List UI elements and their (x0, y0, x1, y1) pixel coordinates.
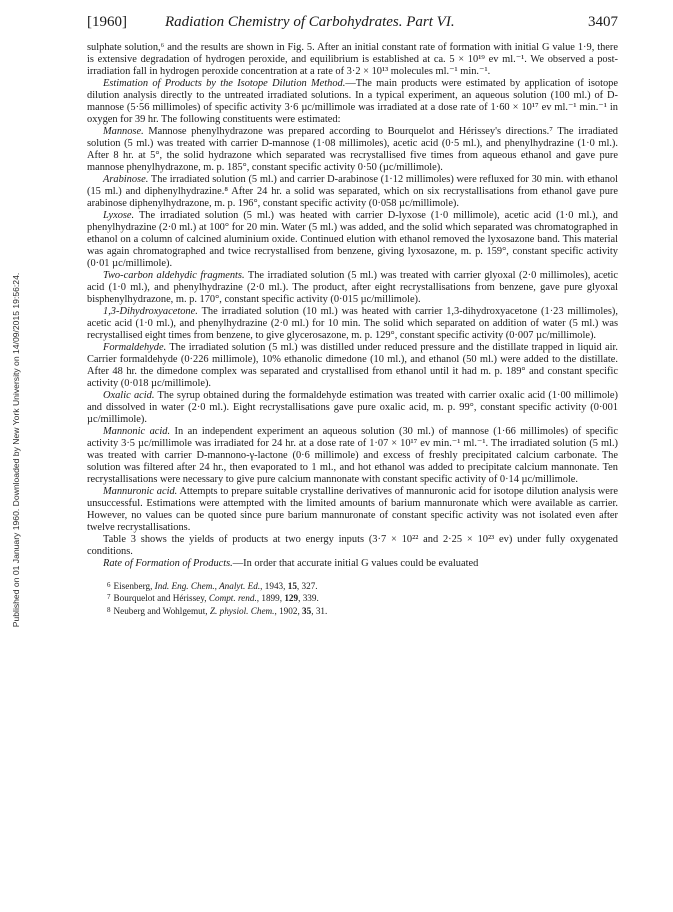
header-year: [1960] (87, 14, 127, 30)
section-heading: Estimation of Products by the Isotope Dilution Method. (103, 78, 346, 89)
paragraph: Mannonic acid. In an independent experiment an aqueous solution (30 ml.) of mannose (1·66 millimoles) of specific activity 3·5 µc/millimole was irradiated for 24 hr. at a dose rate of 1·07 × 10¹⁷ ev min.⁻¹ ml.⁻¹. The irradiated solution (5 ml.) was treated with carrier D-mannono-γ-lactone (0·6 millimole) and excess of freshly precipitated calcium carbonate. The solution was filtered after 24 hr., then evaporated to 1 ml., and hot ethanol was added to precipitate calcium mannonate. Ten recrystallisations were necessary to give pure calcium mannonate with constant specific activity of 0·14 µc/millimole. (87, 426, 619, 485)
running-header (87, 10, 618, 34)
paragraph: Mannose. Mannose phenylhydrazone was prepared according to Bourquelot and Hérissey's directions.⁷ The irradiated solution (5 ml.) was treated with carrier D-mannose (1·08 millimoles), acetic acid (0·5 ml.), and phenylhydrazine (1·0 ml.). After 8 hr. at 5°, the solid hydrazone which separated was recrystallised five times from aqueous ethanol and gave pure mannose phenylhydrazone, m. p. 185°, constant specific activity 0·50 (µc/millimole). (87, 126, 618, 173)
download-watermark-text: Published on 01 January 1960. Downloaded by New York University on 14/09/2015 19:56:24. (11, 272, 21, 628)
paragraph: Rate of Formation of Products.—In order that accurate initial G values could be evaluated (103, 558, 479, 569)
reference-item: $^6$ Eisenberg, Ind. Eng. Chem., Analyt. Ed., 1943, 15, 327. (107, 581, 318, 591)
paragraph: Table 3 shows the yields of products at two energy inputs (3·7 × 10²² and 2·25 × 10²³ ev) under fully oxygenated conditions. (87, 534, 618, 557)
reference-item: $^8$ Neuberg and Wohlgemut, Z. physiol. Chem., 1902, 35, 31. (107, 605, 328, 616)
paragraph: Two-carbon aldehydic fragments. The irradiated solution (5 ml.) was treated with carrier glyoxal (2·0 millimoles), acetic acid (1·0 ml.), and phenylhydrazine (2·0 ml.). The product, after eight recrystallisations from benzene, gave pure glyoxal bisphenylhydrazone, m. p. 170°, constant specific activity (0·015 µc/millimole). (87, 270, 619, 305)
subsection-heading: Mannonic acid. (103, 426, 171, 437)
paragraph: Oxalic acid. The syrup obtained during the formaldehyde estimation was treated with carrier oxalic acid (1·00 millimole) and dissolved in water (2·0 ml.). Eight recrystallisations gave pure oxalic acid, m. p. 99°, constant specific activity (0·001 µc/millimole). (87, 390, 619, 425)
paragraph: 1,3-Dihydroxyacetone. The irradiated solution (10 ml.) was heated with carrier 1,3-dihydroxyacetone (1·23 millimoles), acetic acid (1·0 ml.), and phenylhydrazine (2·0 ml.) for 10 min. The solid which separated on addition of water (5 ml.) was recrystallised eight times from benzene, to give glycerosazone, m. p. 129°, constant specific activity (0·007 µc/millimole). (87, 306, 618, 341)
paragraph: Lyxose. The irradiated solution (5 ml.) was heated with carrier D-lyxose (1·0 millimole), acetic acid (1·0 ml.), and phenylhydrazine (2·0 ml.) at 100° for 20 min. Water (5 ml.) was added, and the solid which separated was chromatographed in ethanol on a column of calcined aluminium oxide. Continued elution with ethanol removed the lyxosazone band. This material was again chromatographed and twice recrystallised from benzene, giving lyxosazone, m. p. 159°, constant specific activity (0·01 µc/millimole). (87, 210, 618, 269)
paragraph: Mannuronic acid. Attempts to prepare suitable crystalline derivatives of mannuronic acid for isotope dilution analysis were unsuccessful. Estimations were attempted with the limited amounts of barium mannuronate which were available as carrier. However, no values can be quoted since pure barium mannuronate of constant specific activity was not isolated even after twelve recrystallisations. (87, 486, 618, 533)
reference-item: $^7$ Bourquelot and Hérissey, Compt. rend., 1899, 129, 339. (107, 593, 319, 604)
paper-page (87, 10, 618, 617)
subsection-heading: Oxalic acid. (103, 390, 155, 401)
paragraph: Arabinose. The irradiated solution (5 ml.) and carrier D-arabinose (1·12 millimoles) were refluxed for 30 min. with ethanol (15 ml.) and diphenylhydrazine.⁸ After 24 hr. a solid was separated, which on six recrystallisations from ethanol gave pure arabinose diphenylhydrazone, m. p. 196°, constant specific activity (0·058 µc/millimole). (87, 174, 618, 209)
body-text (87, 42, 618, 570)
references (87, 580, 618, 617)
download-watermark (6, 0, 26, 912)
subsection-heading: Mannuronic acid. (103, 486, 178, 497)
paragraph: Formaldehyde. The irradiated solution (5 ml.) was distilled under reduced pressure and the distillate trapped in liquid air. Carrier formaldehyde (0·226 millimole), 10% ethanolic dimedone (10 ml.), and ethanol (50 ml.) were added to the distillate. After 48 hr. the dimedone complex was separated and crystallised from ethanol until it had m. p. 189° and constant specific activity (0·018 µc/millimole). (87, 342, 618, 389)
subsection-heading: Two-carbon aldehydic fragments. (103, 270, 245, 281)
subsection-heading: Mannose. (103, 126, 144, 137)
page-number: 3407 (588, 14, 618, 30)
subsection-heading: Formaldehyde. (103, 342, 167, 353)
subsection-heading: Arabinose. (103, 174, 149, 185)
section-heading: Rate of Formation of Products. (103, 558, 233, 569)
paragraph: Estimation of Products by the Isotope Dilution Method.—The main products were estimated by application of isotope dilution analysis directly to the untreated irradiated solutions. In a typical experiment, an aqueous solution (100 ml.) of D-mannose (5·56 millimoles) of specific activity 3·6 µc/millimole was irradiated at a dose rate of 1·60 × 10¹⁷ ev ml.⁻¹ min.⁻¹ in oxygen for 39 hr. The following constituents were estimated: (87, 78, 618, 125)
subsection-heading: Lyxose. (103, 210, 135, 221)
paragraph: sulphate solution,⁶ and the results are shown in Fig. 5. After an initial constant rate of formation with initial G value 1·9, there is extensive degradation of hydrogen peroxide, and equilibrium is established at ca. 5 × 10¹⁹ ev ml.⁻¹. We observed a post-irradiation fall in hydrogen peroxide concentration at a rate of 3·2 × 10¹³ molecules ml.⁻¹ min.⁻¹. (87, 42, 618, 77)
subsection-heading: 1,3-Dihydroxyacetone. (103, 306, 198, 317)
header-title: Radiation Chemistry of Carbohydrates. Part VI. (165, 14, 455, 30)
